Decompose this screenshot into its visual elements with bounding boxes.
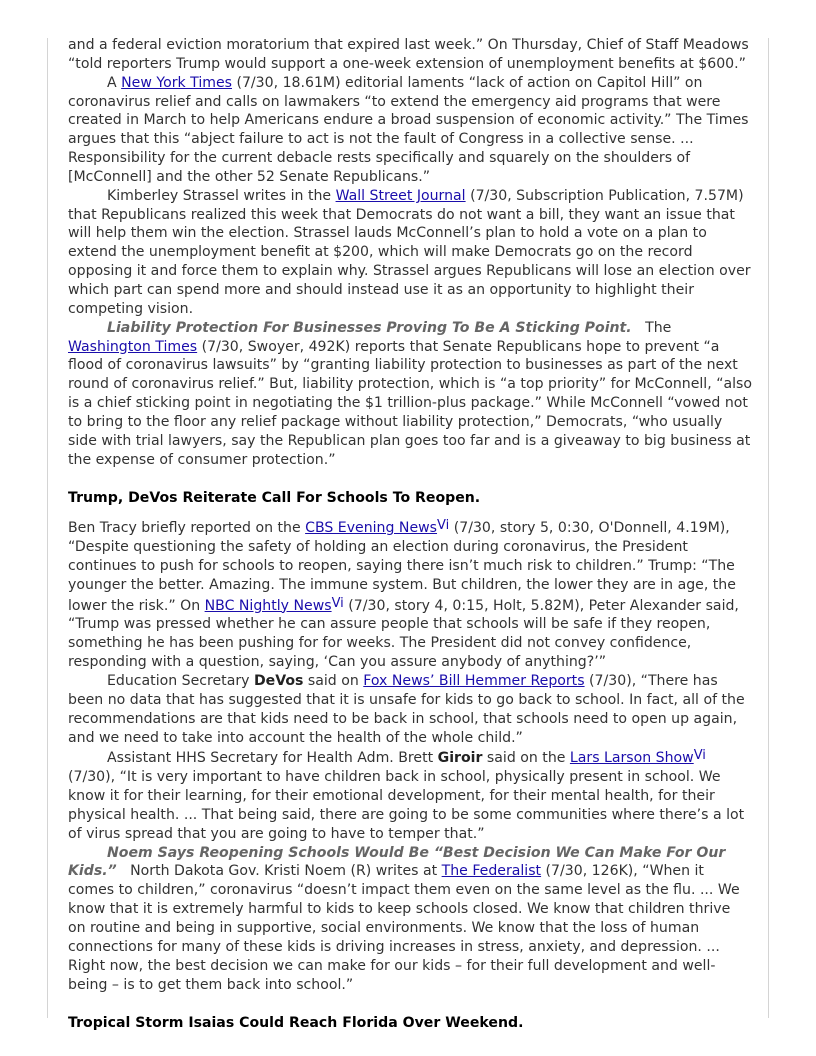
link-nbc-nightly-news[interactable]: NBC Nightly News — [204, 597, 332, 614]
paragraph-eviction-moratorium: and a federal eviction moratorium that expired last week.” On Thursday, Chief of Staff Meadows “told reporters Trump would support a one-week extension of unemployment benefits at $600.” — [68, 37, 749, 72]
paragraph-nyt-editorial: A New York Times (7/30, 18.61M) editorial laments “lack of action on Capitol Hill” on coronavirus relief and calls on lawmakers “to extend the emergency aid programs that were created in March to help Americans endure a broad suspension of economic activity.” The Times argues that this “abject failure to act is not the fault of Congress in a collective sense. ... Responsibility for the current debacle rests specifically and squarely on the shoulders of [McConnell] and the other 52 Senate Republicans.” — [68, 74, 749, 185]
paragraph-giroir: Assistant HHS Secretary for Health Adm. Brett Giroir said on the Lars Larson ShowVi (7/30), “It is very important to have children back in school, physically present in school. We know it for their learning, for their emotional development, for their mental health, for their physical health. ... That being said, there are going to be some communities where there’s a lot of virus spread that you are going to have to temper that.” — [68, 748, 745, 842]
name-devos: DeVos — [253, 673, 304, 689]
paragraph-liability-protection: Liability Protection For Businesses Proving To Be A Sticking Point. The Washington Times (7/30, Swoyer, 492K) reports that Senate Republicans hope to prevent “a flood of coronavirus lawsuits” by “granting liability protection to businesses as part of the next round of coronavirus relief.” But, liability protection, which is “a top priority” for McConnell, “also is a chief sticking point in negotiating the $1 trillion-plus package.” While McConnell “vowed not to bring to the floor any relief package without liability protection,” Democrats, “who usually side with trial lawyers, say the Republican plan goes too far and is a giveaway to big business at the expense of consumer protection.” — [68, 319, 753, 468]
section-heading-schools-reopen: Trump, DeVos Reiterate Call For Schools To Reopen. — [68, 490, 481, 507]
paragraph-devos: Education Secretary DeVos said on Fox News’ Bill Hemmer Reports (7/30), “There has been no data that has suggested that it is unsafe for kids to go back to school. In fact, all of the recommendations are that kids need to be back in school, that schools need to open up again, and we need to take into account the health of the whole child.” — [68, 673, 745, 746]
link-new-york-times[interactable]: New York Times — [121, 74, 232, 91]
section-heading-tropical-storm: Tropical Storm Isaias Could Reach Florida Over Weekend. — [68, 1015, 524, 1032]
video-icon[interactable]: Vi — [437, 518, 450, 534]
subheading-noem: Noem Says Reopening Schools Would Be “Best Decision We Can Make For Our Kids.” — [68, 844, 726, 880]
link-washington-times[interactable]: Washington Times — [68, 338, 198, 355]
left-page-border — [47, 38, 48, 1018]
paragraph-wsj-strassel: Kimberley Strassel writes in the Wall Street Journal (7/30, Subscription Publication, 7.57M) that Republicans realized this week that Democrats do not want a bill, they want an issue that will help them win the election. Strassel lauds McConnell’s plan to hold a vote on a plan to extend the unemployment benefit at $200, which will make Democrats go on the record opposing it and force them to explain why. Strassel argues Republicans will lose an election over which part can spend more and should instead use it as an opportunity to highlight their competing vision. — [68, 187, 751, 317]
name-giroir: Giroir — [437, 750, 483, 767]
article-body — [68, 36, 752, 1033]
right-page-border — [768, 38, 769, 1018]
link-lars-larson-show[interactable]: Lars Larson Show — [569, 750, 694, 767]
subheading-liability-protection: Liability Protection For Businesses Proving To Be A Sticking Point. — [107, 319, 632, 336]
link-fox-news-bill-hemmer[interactable]: Fox News’ Bill Hemmer Reports — [363, 673, 585, 689]
video-icon[interactable]: Vi — [693, 748, 706, 764]
link-wall-street-journal[interactable]: Wall Street Journal — [335, 187, 466, 204]
link-the-federalist[interactable]: The Federalist — [441, 863, 542, 880]
paragraph-noem: Noem Says Reopening Schools Would Be “Best Decision We Can Make For Our Kids.” North Dakota Gov. Kristi Noem (R) writes at The Federalist (7/30, 126K), “When it comes to children,” coronavirus “doesn’t impact them even on the same level as the flu. ... We know that it is extremely harmful to kids to keep schools closed. We know that children thrive on routine and being in supportive, social environments. We know that the loss of human connections for many of these kids is driving increases in stress, anxiety, and depression. ... Right now, the best decision we can make for our kids – for their full development and well-being – is to get them back into school.” — [68, 844, 740, 993]
link-cbs-evening-news[interactable]: CBS Evening News — [305, 520, 438, 537]
paragraph-network-news: Ben Tracy briefly reported on the CBS Evening NewsVi (7/30, story 5, 0:30, O'Donnell, 4.19M), “Despite questioning the safety of holding an election during coronavirus, the President continues to push for schools to reopen, saying there isn’t much risk to children.” Trump: “The younger the better. Amazing. The immune system. But children, the lower they are in age, the lower the risk.” On NBC Nightly NewsVi (7/30, story 4, 0:15, Holt, 5.82M), Peter Alexander said, “Trump was pressed whether he can assure people that schools will be safe if they reopen, something he has been pushing for for weeks. The President did not convey confidence, responding with a question, saying, ‘Can you assure anybody of anything?’” — [68, 518, 739, 671]
video-icon[interactable]: Vi — [331, 595, 344, 611]
